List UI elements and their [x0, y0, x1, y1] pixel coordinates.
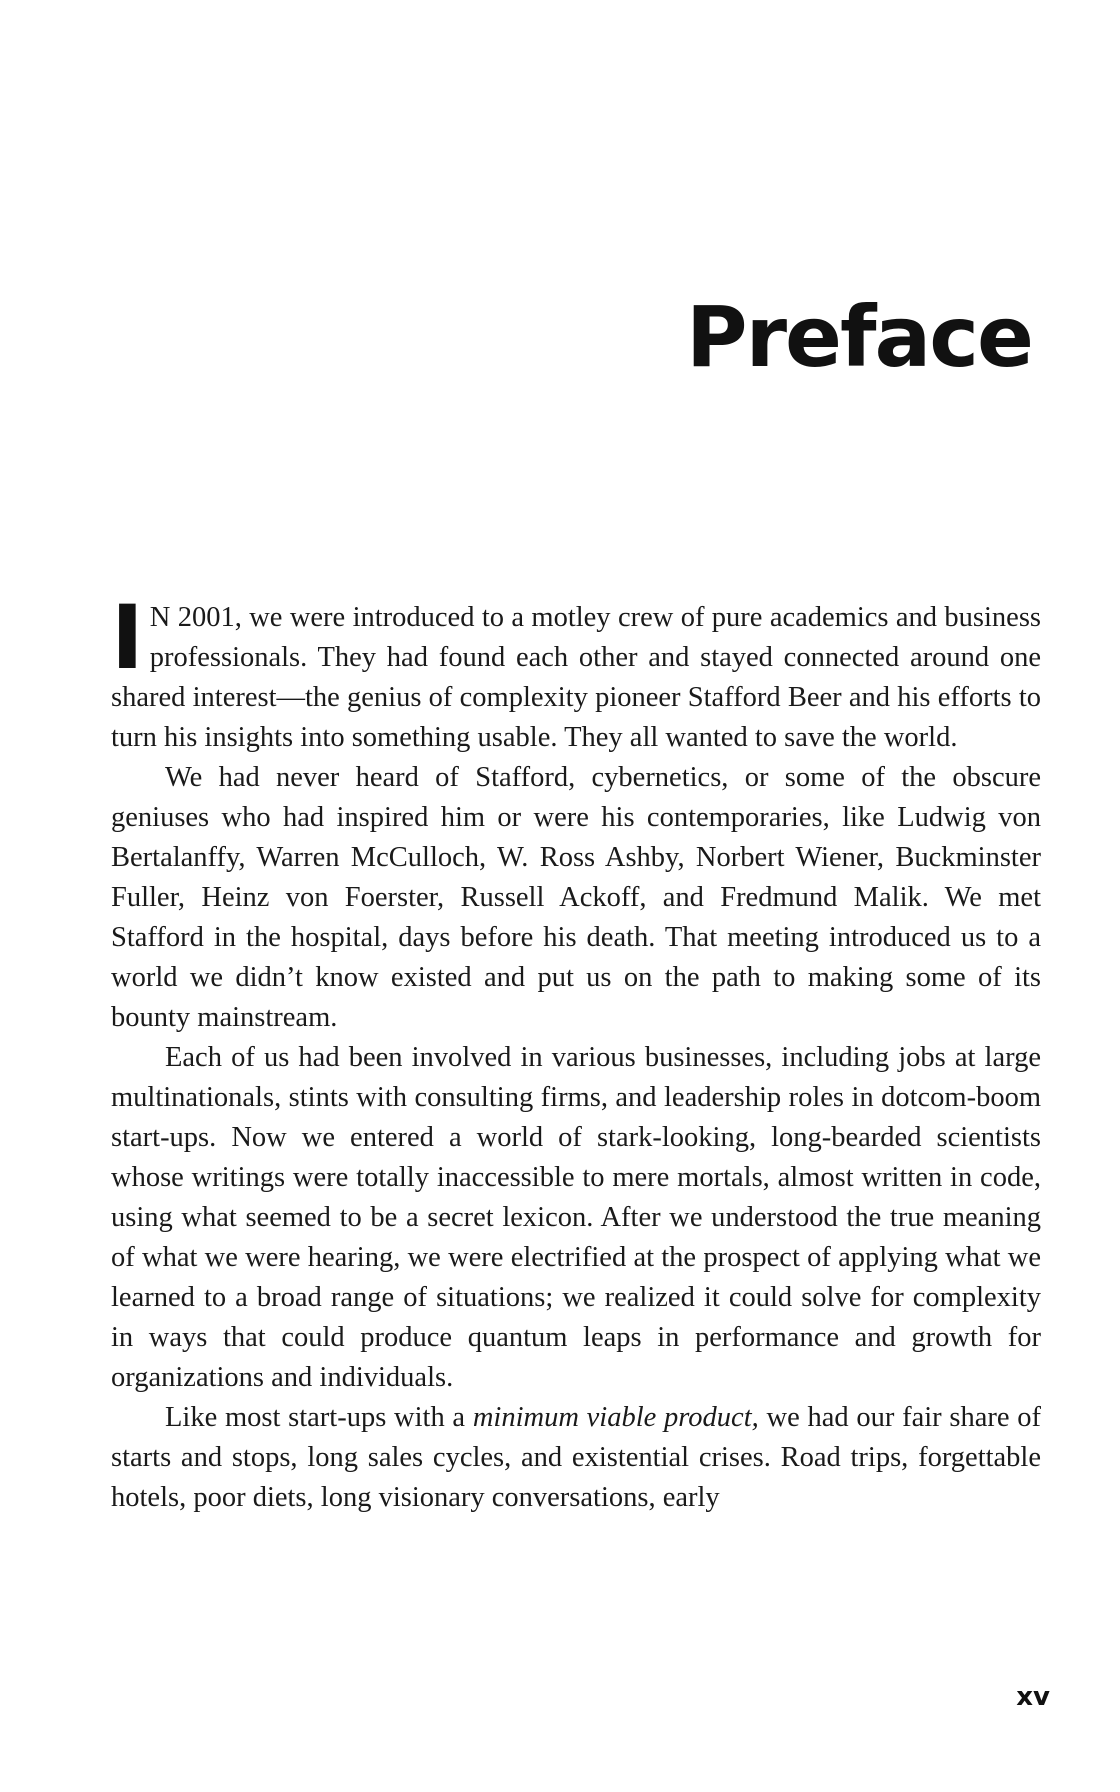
paragraph-4 [111, 1398, 1041, 1518]
chapter-title: Preface [686, 288, 1032, 386]
paragraph-2: We had never heard of Stafford, cybernetics, or some of the obscure geniuses who had inspired him or were his contemporaries, like Ludwig von Bertalanffy, Warren McCulloch, W. Ross Ashby, Norbert Wiener, Buckminster Fuller, Heinz von Foerster, Russell Ackoff, and Fredmund Malik. We met Stafford in the hospital, days before his death. That meeting introduced us to a world we didn’t know existed and put us on the path to making some of its bounty mainstream. [111, 762, 1041, 1033]
emphasized-term: minimum viable product, [472, 1402, 759, 1433]
body-text [111, 586, 1042, 1518]
paragraph-4-rest: we had our fair share of starts and stops, long sales cycles, and existential crises. Road trips, forgettable hotels, poor diets, long visionary conversations, early [111, 1402, 1042, 1513]
paragraph-4-lead: Like most start-ups with a [165, 1402, 473, 1433]
page-number: xv [1016, 1682, 1050, 1712]
paragraph-1-text: N 2001, we were introduced to a motley crew of pure academics and business professionals. They had found each other and stayed connected around one shared interest—the genius of complexity pioneer Stafford Beer and his efforts to turn his insights into something usable. They all wanted to save the world. [111, 602, 1041, 753]
paragraph-1 [111, 586, 1041, 758]
drop-cap: I [111, 586, 144, 689]
paragraph-3: Each of us had been involved in various businesses, including jobs at large multinationals, stints with consulting firms, and leadership roles in dotcom-boom start-ups. Now we entered a world of stark-looking, long-bearded scientists whose writings were totally inaccessible to mere mortals, almost written in code, using what seemed to be a secret lexicon. After we understood the true meaning of what we were hearing, we were electrified at the prospect of applying what we learned to a broad range of situations; we realized it could solve for complexity in ways that could produce quantum leaps in performance and growth for organizations and individuals. [111, 1042, 1041, 1393]
